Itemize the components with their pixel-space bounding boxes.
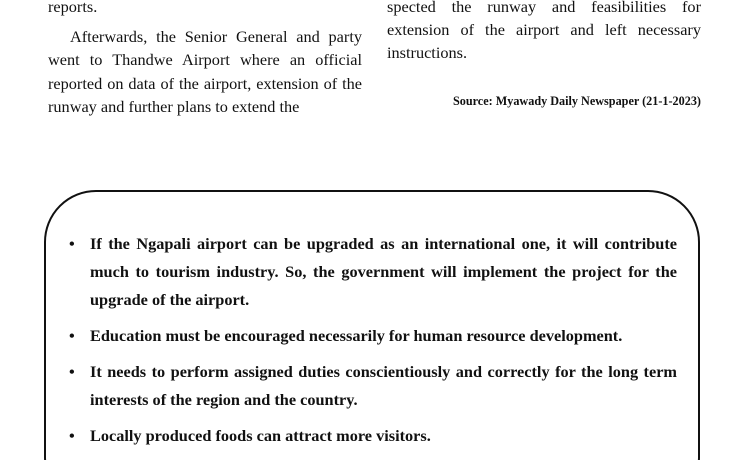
summary-list [69, 230, 677, 458]
summary-item-text: If the Ngapali airport can be upgraded as an international one, it will contribute much to tourism industry. So, the government will implement the project for the upgrade of the airport. [90, 234, 677, 309]
bullet-icon: • [69, 426, 75, 445]
summary-item-text: It needs to perform assigned duties conscientiously and correctly for the long term interests of the region and the country. [90, 362, 677, 409]
right-column [387, 0, 701, 65]
bullet-icon: • [69, 362, 75, 381]
summary-item [69, 358, 677, 414]
left-column-paragraph: Afterwards, the Senior General and party went to Thandwe Airport where an official reported on data of the airport, extension of the runway and further plans to extend the [48, 27, 362, 116]
bullet-icon: • [69, 326, 75, 345]
summary-item-text: Education must be encouraged necessarily for human resource development. [90, 326, 623, 345]
source-citation: Source: Myawady Daily Newspaper (21-1-2023) [452, 94, 701, 108]
left-column-fragment: reports. [48, 0, 98, 16]
summary-item [69, 230, 677, 314]
summary-box [44, 190, 700, 460]
bullet-icon: • [69, 234, 75, 253]
summary-item [69, 322, 677, 350]
summary-item-text: Locally produced foods can attract more visitors. [90, 426, 431, 445]
left-column [48, 0, 362, 118]
summary-item [69, 422, 677, 450]
right-column-fragment: spected the runway and feasibilities for extension of the airport and left necessary instructions. [387, 0, 701, 63]
